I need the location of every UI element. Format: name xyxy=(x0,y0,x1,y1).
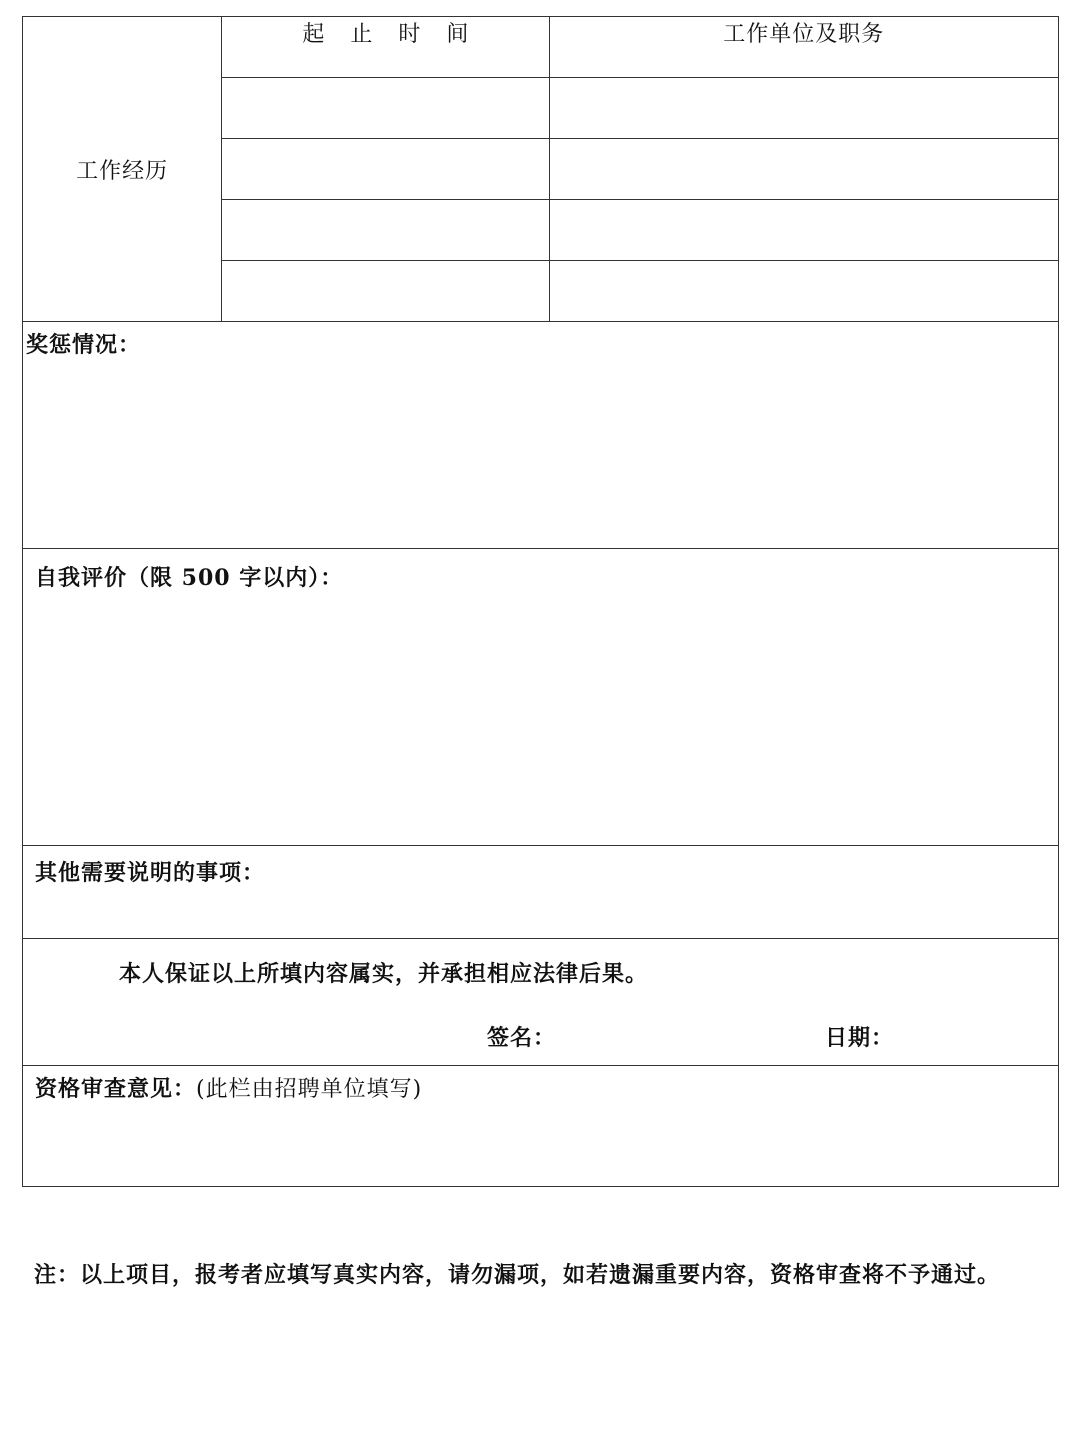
period-cell[interactable] xyxy=(222,78,549,139)
qualification-review-heading xyxy=(23,1066,1058,1103)
work-experience-label: 工作经历 xyxy=(23,17,222,322)
period-cell[interactable] xyxy=(222,139,549,200)
rewards-label: 奖惩情况： xyxy=(26,332,142,358)
application-form-table xyxy=(22,16,1059,1187)
period-column-header: 起止时间 xyxy=(222,17,549,78)
employer-position-cell[interactable] xyxy=(549,139,1059,200)
period-cell[interactable] xyxy=(222,261,549,322)
self-evaluation-label: 自我评价（限 500 字以内）： xyxy=(35,565,344,591)
employer-position-cell[interactable] xyxy=(549,261,1059,322)
period-cell[interactable] xyxy=(222,200,549,261)
date-label: 日期： xyxy=(825,1025,895,1051)
work-experience-header-row xyxy=(23,17,1059,78)
other-matters-label: 其他需要说明的事项： xyxy=(35,860,266,886)
other-matters-field[interactable] xyxy=(23,846,1059,939)
signature-label: 签名： xyxy=(487,1025,557,1051)
employer-position-cell[interactable] xyxy=(549,78,1059,139)
qualification-review-field[interactable] xyxy=(23,1066,1059,1187)
rewards-section xyxy=(23,322,1059,549)
declaration-text: 本人保证以上所填内容属实，并承担相应法律后果。 xyxy=(119,961,649,987)
declaration-section xyxy=(23,939,1059,1066)
self-evaluation-field[interactable] xyxy=(23,549,1059,846)
employer-position-column-header: 工作单位及职务 xyxy=(549,17,1059,78)
rewards-field[interactable] xyxy=(23,322,1059,549)
self-evaluation-section xyxy=(23,549,1059,846)
other-matters-section xyxy=(23,846,1059,939)
declaration-cell xyxy=(23,939,1059,1066)
footnote: 注：以上项目，报考者应填写真实内容，请勿漏项，如若遗漏重要内容，资格审查将不予通过。 xyxy=(34,1262,1001,1288)
employer-position-cell[interactable] xyxy=(549,200,1059,261)
qualification-review-label: 资格审查意见： xyxy=(35,1076,197,1102)
qualification-review-section xyxy=(23,1066,1059,1187)
qualification-review-note: (此栏由招聘单位填写) xyxy=(196,1077,423,1102)
